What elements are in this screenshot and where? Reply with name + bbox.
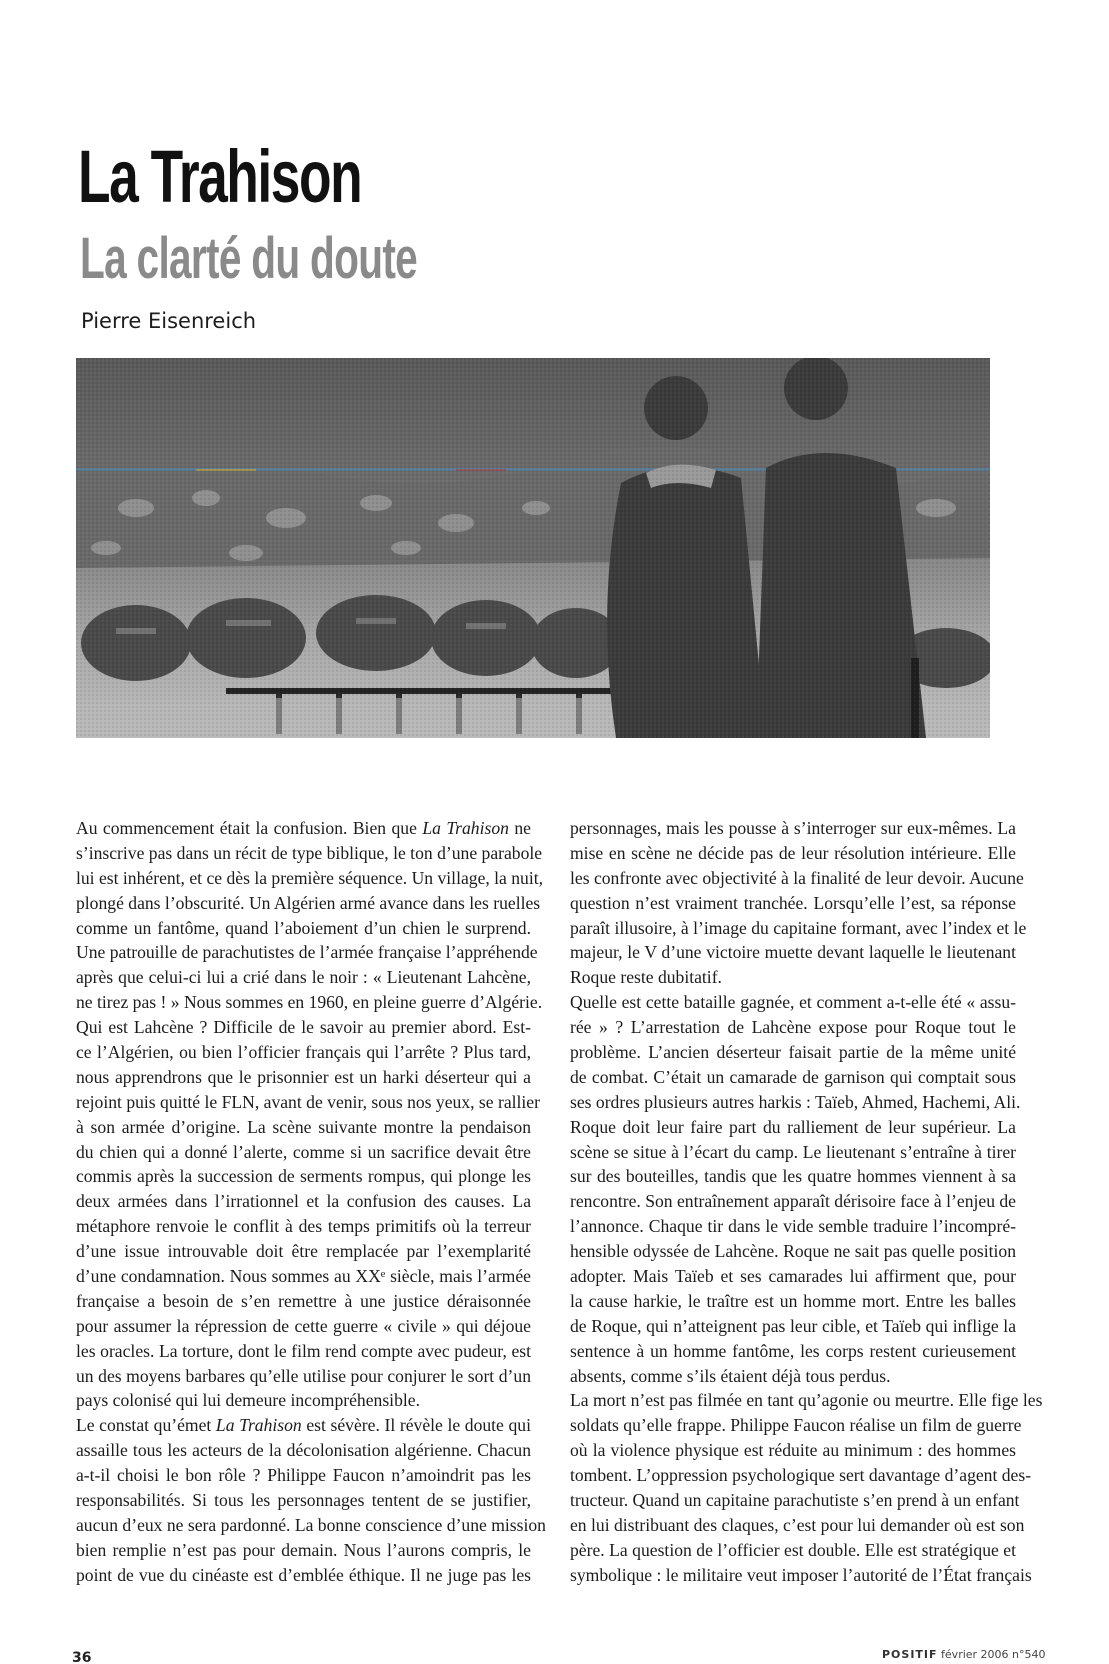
- text-line: après que celui-ci lui a crié dans le noir : « Lieutenant Lahcène,: [76, 967, 531, 988]
- text-line: métaphore renvoie le conflit à des temps primitifs où la terreur: [76, 1216, 531, 1237]
- text-line: Roque reste dubitatif.: [570, 967, 722, 988]
- text-line: Quelle est cette bataille gagnée, et comment a-t-elle été « assu-: [570, 992, 1016, 1013]
- text-line: du chien qui a donné l’alerte, comme si un sacrifice devait être: [76, 1141, 531, 1162]
- issue-info: février 2006 n°540: [941, 1648, 1046, 1661]
- text-line: symbolique : le militaire veut imposer l’autorité de l’État français: [570, 1564, 1032, 1585]
- text-line: tructeur. Quand un capitaine parachutiste s’en prend à un enfant: [570, 1490, 1020, 1511]
- text-line: Une patrouille de parachutistes de l’armée française l’appréhende: [76, 942, 538, 963]
- text-line: deux armées dans l’irrationnel et la confusion des causes. La: [76, 1191, 531, 1212]
- text-line: rejoint puis quitté le FLN, avant de venir, sous nos yeux, se rallier: [76, 1091, 540, 1112]
- text-line: assaille tous les acteurs de la décolonisation algérienne. Chacun: [76, 1440, 531, 1461]
- text-line: responsabilités. Si tous les personnages tentent de se justifier,: [76, 1490, 531, 1511]
- text-line: d’une condamnation. Nous sommes au XXᵉ siècle, mais l’armée: [76, 1266, 531, 1287]
- text-line: à son armée d’origine. La scène suivante montre la pendaison: [76, 1116, 531, 1137]
- magazine-folio: [882, 1648, 1046, 1661]
- text-line: nous apprendrons que le prisonnier est un harki déserteur qui a: [76, 1066, 531, 1087]
- text-line: française a besoin de s’en remettre à une justice déraisonnée: [76, 1290, 531, 1311]
- text-line: plongé dans l’obscurité. Un Algérien armé avance dans les ruelles: [76, 892, 541, 913]
- text-line: de Roque, qui n’atteignent pas leur cible, et Taïeb qui inflige la: [570, 1315, 1016, 1336]
- text-line: pays colonisé qui lui demeure incompréhensible.: [76, 1390, 420, 1411]
- text-line: ses ordres plusieurs autres harkis : Taïeb, Ahmed, Hachemi, Ali.: [570, 1091, 1021, 1112]
- text-line: personnages, mais les pousse à s’interroger sur eux-mêmes. La: [570, 818, 1016, 838]
- text-line: comme un fantôme, quand l’aboiement d’un chien le surprend.: [76, 917, 531, 938]
- text-line: rée » ? L’arrestation de Lahcène expose pour Roque tout le: [570, 1017, 1016, 1038]
- text-line: un des moyens barbares qu’elle utilise pour conjurer le sort d’un: [76, 1365, 531, 1386]
- text-line: question n’est vraiment tranchée. Lorsqu’elle l’est, sa réponse: [570, 892, 1016, 913]
- text-line: rencontre. Son entraînement apparaît dérisoire face à l’enjeu de: [570, 1191, 1016, 1212]
- text-line: Au commencement était la confusion. Bien que La Trahison ne: [76, 818, 531, 838]
- text-line: hensible odyssée de Lahcène. Roque ne sait pas quelle position: [570, 1241, 1016, 1262]
- text-line: La mort n’est pas filmée en tant qu’agonie ou meurtre. Elle fige les: [570, 1390, 1043, 1411]
- text-line: a-t-il choisi le bon rôle ? Philippe Faucon n’amoindrit pas les: [76, 1465, 531, 1486]
- text-line: paraît illusoire, à l’image du capitaine formant, avec l’index et le: [570, 917, 1027, 938]
- text-line: scène se situe à l’écart du camp. Le lieutenant s’entraîne à tirer: [570, 1141, 1016, 1162]
- page-number: 36: [72, 1650, 92, 1664]
- text-line: majeur, le V d’une victoire muette devant laquelle le lieutenant: [570, 942, 1016, 963]
- text-line: la cause harkie, le traître est un homme mort. Entre les balles: [570, 1290, 1016, 1311]
- text-line: mise en scène ne décide pas de leur résolution intérieure. Elle: [570, 842, 1016, 863]
- text-line: commis après la succession de serments rompus, qui plonge les: [76, 1166, 531, 1187]
- text-line: point de vue du cinéaste est d’emblée éthique. Il ne juge pas les: [76, 1564, 531, 1585]
- body-column-right: [570, 816, 1043, 1588]
- text-line: Qui est Lahcène ? Difficile de le savoir au premier abord. Est-: [76, 1017, 531, 1038]
- text-line: l’annonce. Chaque tir dans le vide semble traduire l’incompré-: [570, 1216, 1016, 1237]
- text-line: les oracles. La torture, dont le film rend compte avec pudeur, est: [76, 1340, 531, 1361]
- text-line: adopter. Mais Taïeb et ses camarades lui affirment que, pour: [570, 1266, 1016, 1287]
- text-line: d’une issue introuvable doit être remplacée par l’exemplarité: [76, 1241, 531, 1262]
- text-line: s’inscrive pas dans un récit de type biblique, le ton d’une parabole: [76, 842, 543, 863]
- text-line: père. La question de l’officier est double. Elle est stratégique et: [570, 1539, 1016, 1560]
- text-line: Le constat qu’émet La Trahison est sévère. Il révèle le doute qui: [76, 1415, 531, 1436]
- text-line: aucun d’eux ne sera pardonné. La bonne conscience d’une mission: [76, 1514, 546, 1535]
- text-line: où la violence physique est réduite au minimum : des hommes: [570, 1440, 1016, 1461]
- text-line: de combat. C’était un camarade de garnison qui comptait sous: [570, 1066, 1016, 1087]
- text-line: Roque doit leur faire part du ralliement de leur supérieur. La: [570, 1116, 1016, 1137]
- text-line: soldats qu’elle frappe. Philippe Faucon réalise un film de guerre: [570, 1415, 1022, 1436]
- text-line: sur des bouteilles, tandis que les quatre hommes viennent à sa: [570, 1166, 1016, 1187]
- film-still-photo: [76, 358, 990, 738]
- article-title: La Trahison: [78, 135, 362, 218]
- article-author: Pierre Eisenreich: [81, 309, 257, 333]
- photo-still-icon: [76, 358, 990, 738]
- text-line: absents, comme s’ils étaient déjà tous perdus.: [570, 1365, 891, 1386]
- text-line: en lui distribuant des claques, c’est pour lui demander où est son: [570, 1514, 1025, 1535]
- text-line: bien remplie n’est pas pour demain. Nous l’aurons compris, le: [76, 1539, 531, 1560]
- text-line: problème. L’ancien déserteur faisait partie de la même unité: [570, 1042, 1016, 1063]
- text-line: lui est inhérent, et ce dès la première séquence. Un village, la nuit,: [76, 867, 544, 888]
- text-line: les confronte avec objectivité à la finalité de leur devoir. Aucune: [570, 867, 1024, 888]
- text-line: tombent. L’oppression psychologique sert davantage d’agent des-: [570, 1465, 1032, 1486]
- text-line: sentence à un homme fantôme, les corps restent curieusement: [570, 1340, 1016, 1361]
- text-line: pour assumer la répression de cette guerre « civile » qui déjoue: [76, 1315, 531, 1336]
- article-subtitle: La clarté du doute: [80, 226, 418, 291]
- body-column-left: [76, 816, 546, 1588]
- magazine-name: POSITIF: [882, 1648, 938, 1661]
- text-line: ne tirez pas ! » Nous sommes en 1960, en pleine guerre d’Algérie.: [76, 992, 543, 1013]
- text-line: ce l’Algérien, ou bien l’officier français qui l’arrête ? Plus tard,: [76, 1042, 531, 1063]
